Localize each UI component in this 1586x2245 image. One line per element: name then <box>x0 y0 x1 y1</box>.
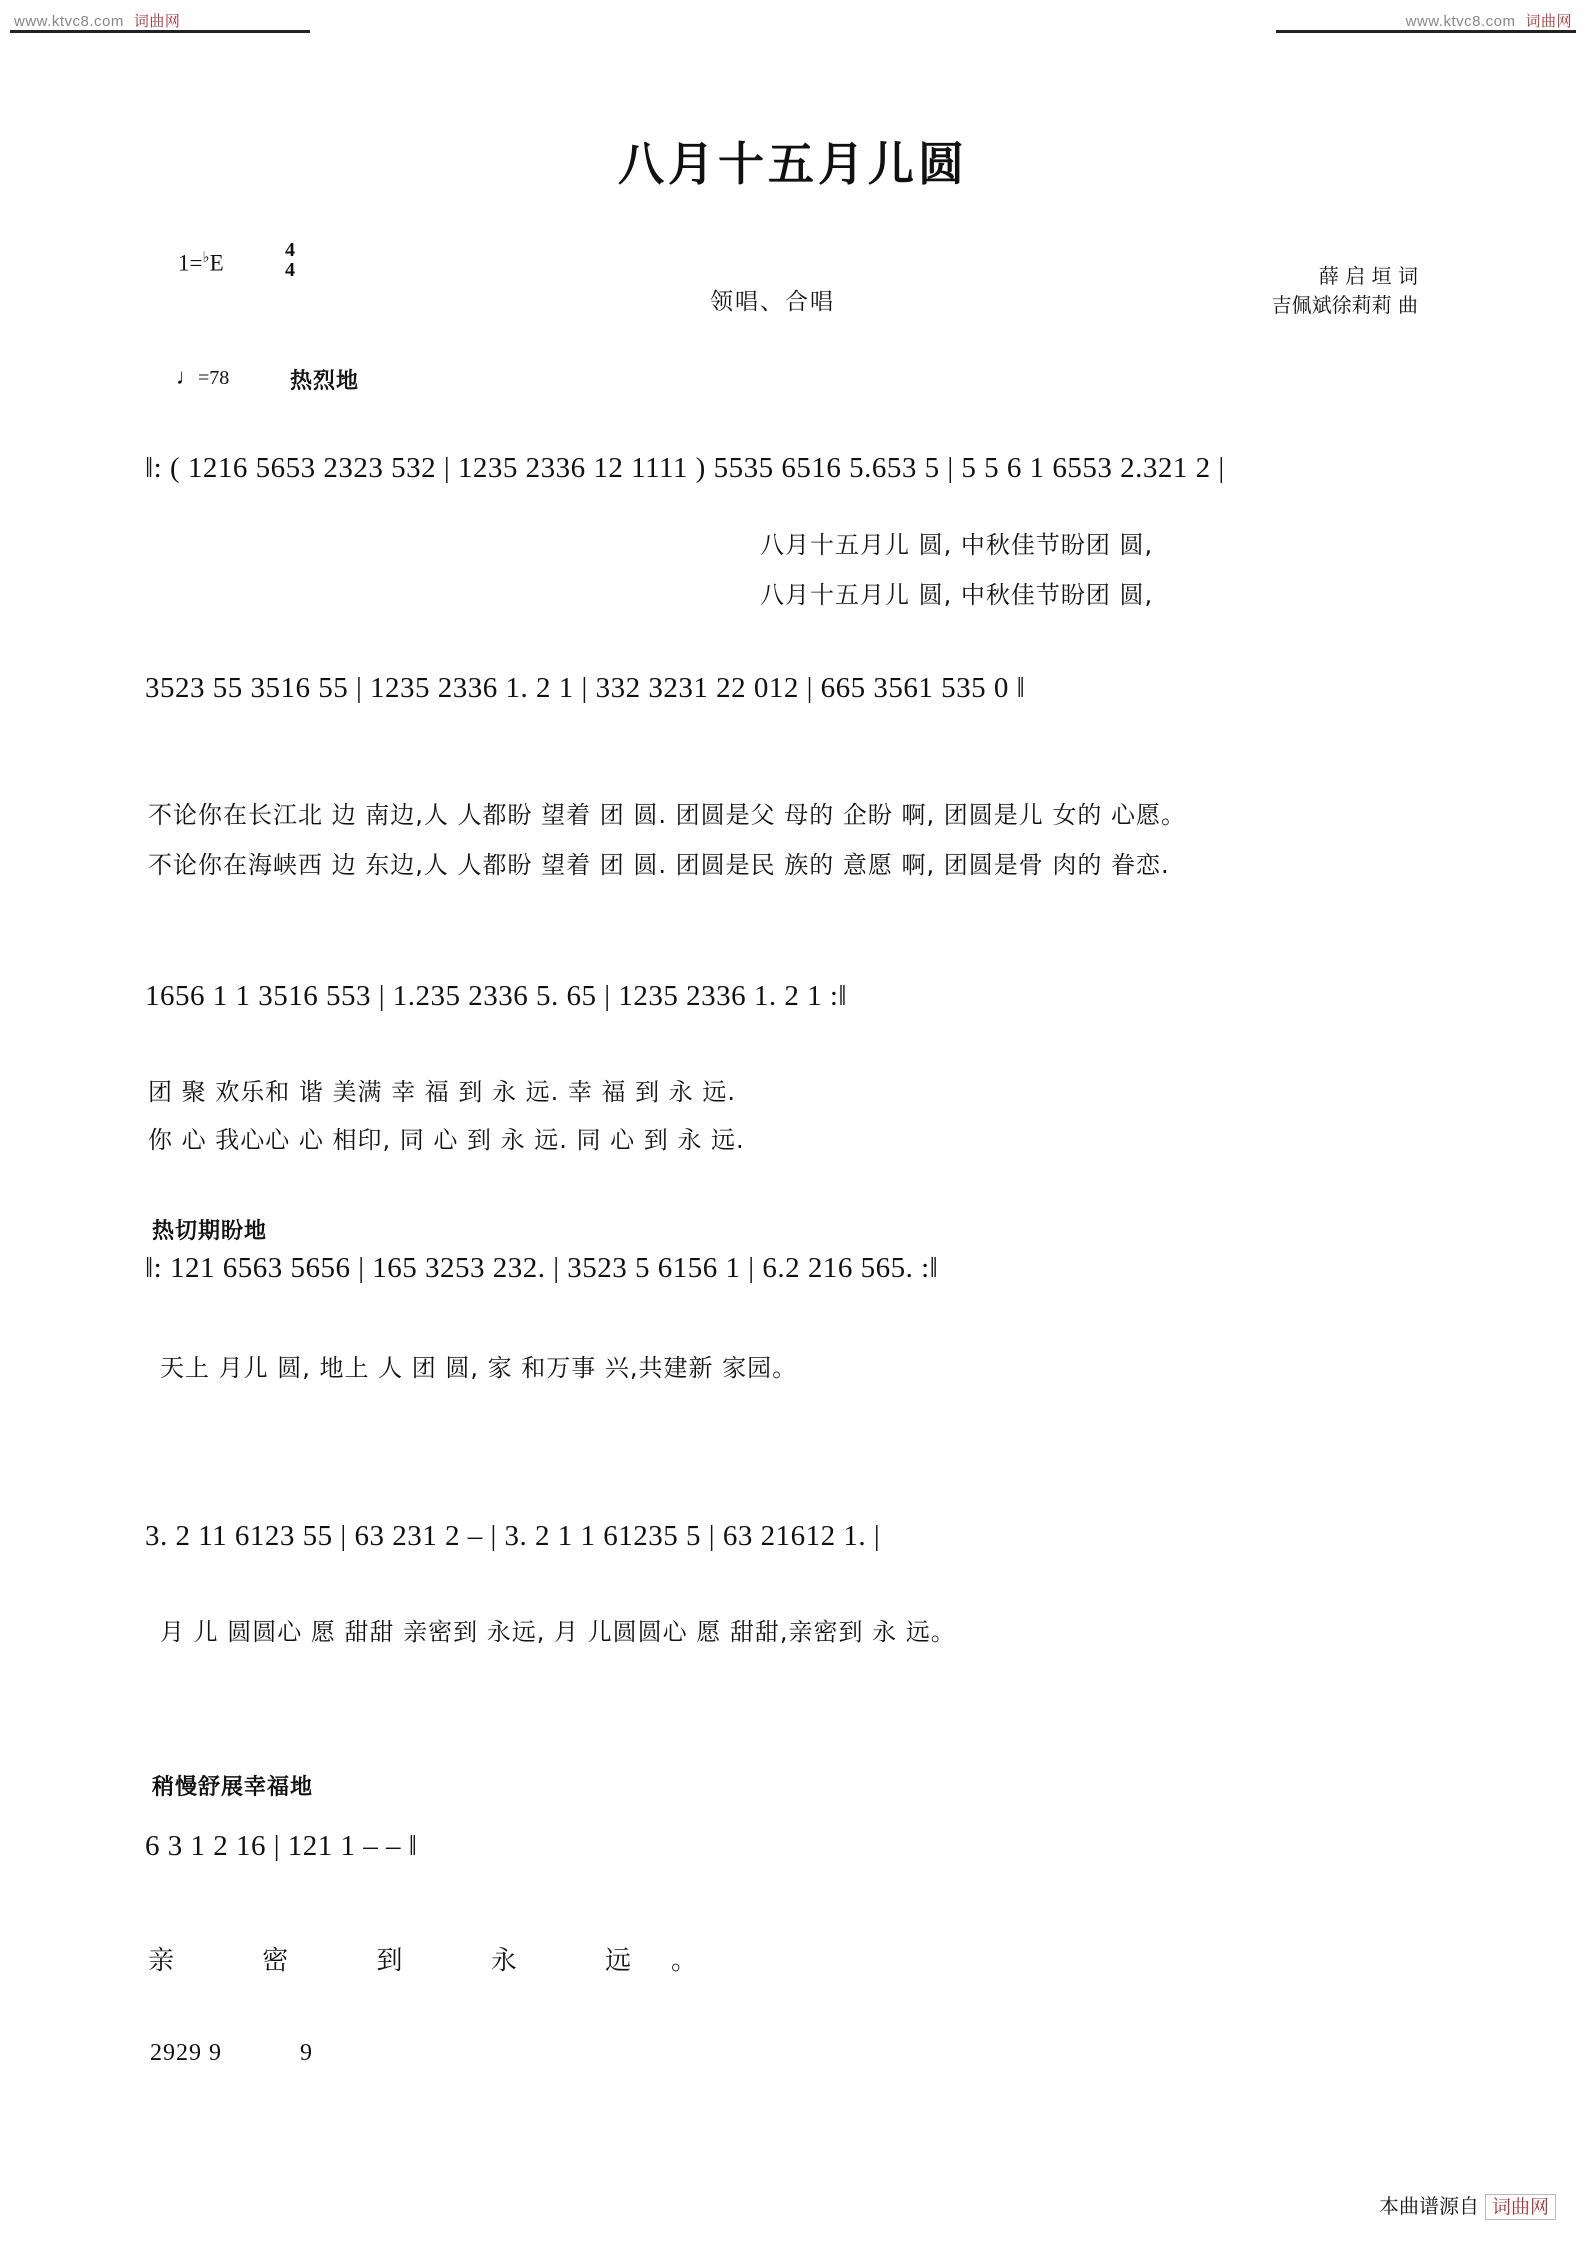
source-credit <box>1379 2190 1556 2219</box>
lyric-line-9: 亲 密 到 永 远。 <box>148 1946 738 1976</box>
quarter-note-icon: ♩ <box>176 364 198 389</box>
watermark-top-left <box>14 10 180 31</box>
notation-line-1: ‖: ( 1216 5653 2323 532 | 1235 2336 12 1111 ) 5535 6516 5.653 5 | 5 5 6 1 6553 2.321 2 | <box>145 452 1225 484</box>
header-rule-right <box>1276 30 1576 33</box>
footer-number-right: 9 <box>300 2040 313 2066</box>
tempo-value: =78 <box>198 367 230 389</box>
expression-marking-2: 热切期盼地 <box>152 1219 268 1244</box>
tempo-marking <box>176 364 229 390</box>
lyricist-credit: 薛 启 垣 词 <box>1318 264 1418 288</box>
header-rule-left <box>10 30 310 33</box>
notation-line-6: 6 3 1 2 16 | 121 1 – – ‖ <box>145 1830 418 1862</box>
watermark-top-right-url: www.ktvc8.com <box>1405 13 1516 30</box>
lyric-line-1: 八月十五月儿 圆, 中秋佳节盼团 圆, <box>760 531 1154 559</box>
time-signature-numerator: 4 <box>285 239 295 261</box>
lyric-line-2: 八月十五月儿 圆, 中秋佳节盼团 圆, <box>760 581 1154 609</box>
performance-note: 领唱、合唱 <box>710 289 835 315</box>
credits <box>1272 262 1418 320</box>
watermark-top-left-label: 词曲网 <box>133 13 181 30</box>
key-accidental: ♭ <box>202 250 210 266</box>
footer-page-numbers <box>150 2040 313 2067</box>
watermark-top-left-url: www.ktvc8.com <box>14 13 124 30</box>
footer-number-left: 2929 9 <box>150 2040 222 2066</box>
notation-line-5: 3. 2 11 6123 55 | 63 231 2 – | 3. 2 1 1 61235 5 | 63 21612 1. | <box>145 1520 881 1552</box>
watermark-top-right <box>1406 10 1572 31</box>
composer-credit: 吉佩斌徐莉莉 曲 <box>1271 293 1418 317</box>
lyric-line-8: 月 儿 圆圆心 愿 甜甜 亲密到 永远, 月 儿圆圆心 愿 甜甜,亲密到 永 远。 <box>160 1618 956 1646</box>
watermark-top-right-label: 词曲网 <box>1525 13 1572 30</box>
lyric-line-5: 团 聚 欢乐和 谐 美满 幸 福 到 永 远. 幸 福 到 永 远. <box>148 1078 737 1106</box>
lyric-line-6: 你 心 我心心 心 相印, 同 心 到 永 远. 同 心 到 永 远. <box>148 1126 745 1154</box>
lyric-line-4: 不论你在海峡西 边 东边,人 人都盼 望着 团 圆. 团圆是民 族的 意愿 啊, 团圆是骨 肉的 眷恋. <box>148 851 1170 879</box>
notation-line-4: ‖: 121 6563 5656 | 165 3253 232. | 3523 5 6156 1 | 6.2 216 565. :‖ <box>145 1252 939 1284</box>
notation-line-3: 1656 1 1 3516 553 | 1.235 2336 5. 65 | 1235 2336 1. 2 1 :‖ <box>145 980 848 1012</box>
source-credit-text: 本曲谱源自 <box>1378 2194 1479 2218</box>
lyric-line-3: 不论你在长江北 边 南边,人 人都盼 望着 团 圆. 团圆是父 母的 企盼 啊, 团圆是儿 女的 心愿。 <box>148 801 1187 829</box>
time-signature-denominator: 4 <box>285 259 295 281</box>
notation-line-2: 3523 55 3516 55 | 1235 2336 1. 2 1 | 332 3231 22 012 | 665 3561 535 0 ‖ <box>145 672 1026 704</box>
lyric-line-7: 天上 月儿 圆, 地上 人 团 圆, 家 和万事 兴,共建新 家园。 <box>160 1354 798 1382</box>
time-signature <box>285 240 295 280</box>
page-title: 八月十五月儿圆 <box>618 137 968 191</box>
key-signature <box>178 248 224 277</box>
source-credit-brand: 词曲网 <box>1485 2194 1556 2220</box>
expression-marking-3: 稍慢舒展幸福地 <box>152 1775 314 1800</box>
key-letter: E <box>209 250 224 276</box>
expression-marking-1: 热烈地 <box>290 369 360 394</box>
key-signature-prefix: 1= <box>178 250 203 276</box>
